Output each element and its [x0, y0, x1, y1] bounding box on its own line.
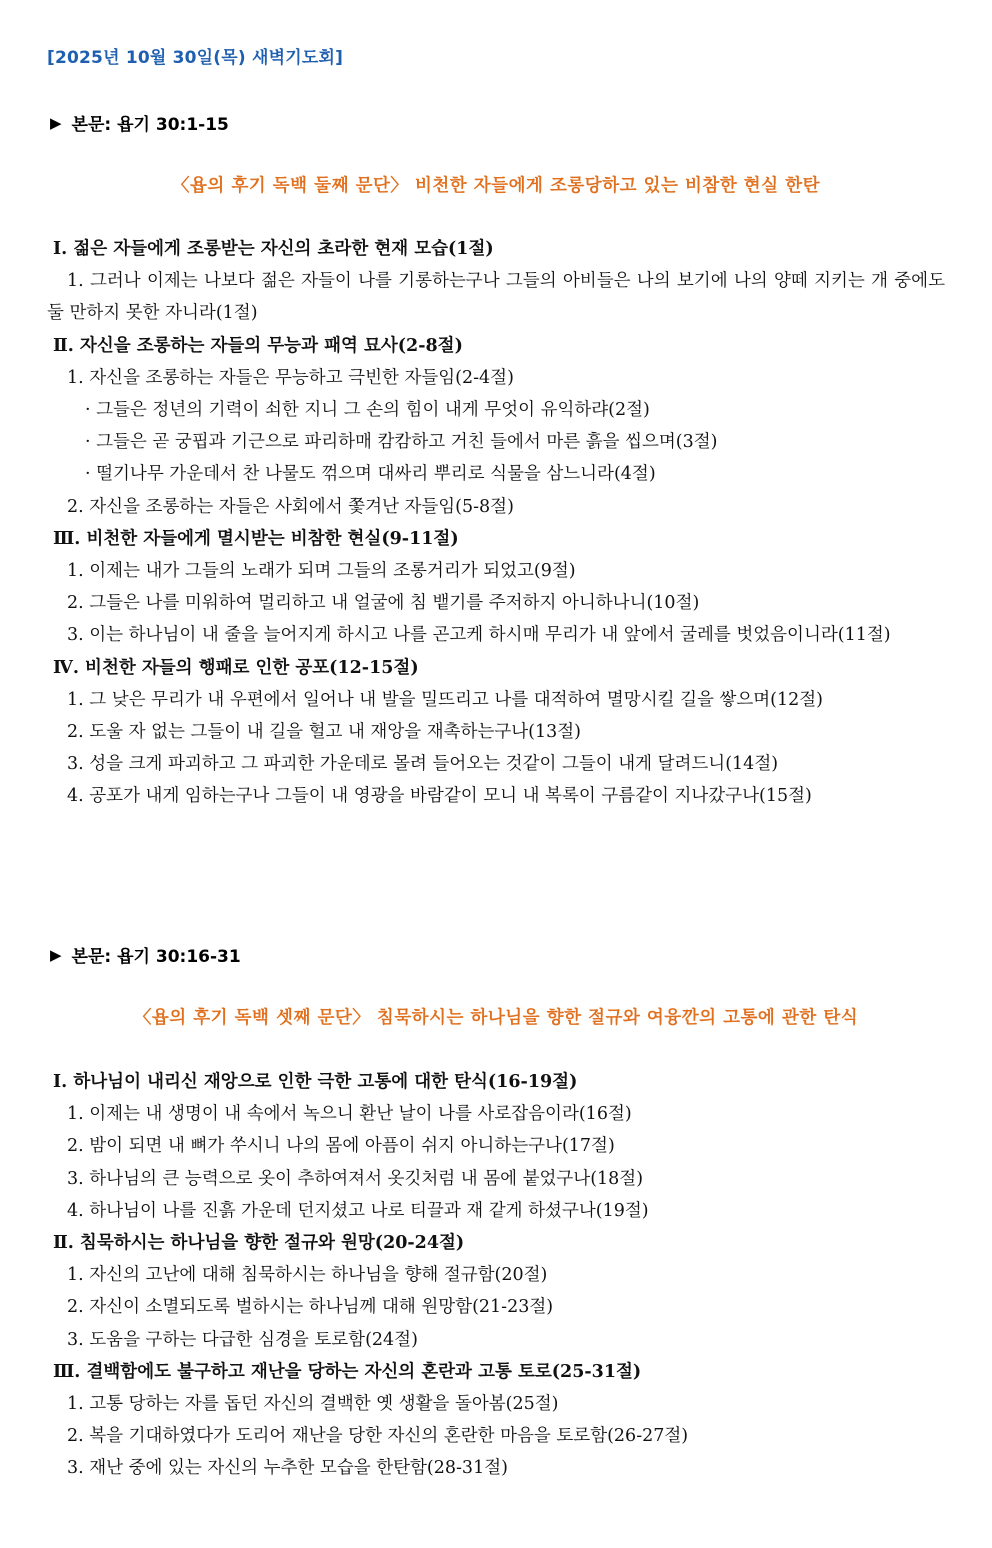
outline-heading: Ⅲ. 비천한 자들에게 멸시받는 비참한 현실(9-11절)	[53, 528, 459, 549]
outline-item: 1. 자신의 고난에 대해 침묵하시는 하나님을 향해 절규함(20절)	[67, 1265, 548, 1286]
passage-label: 본문: 욥기 30:1-15	[71, 115, 229, 135]
passage-heading-2	[50, 942, 241, 967]
outline-item: 3. 하나님의 큰 능력으로 옷이 추하여져서 옷깃처럼 내 몸에 붙었구나(18절)	[67, 1168, 644, 1189]
outline-item: 3. 성을 크게 파괴하고 그 파괴한 가운데로 몰려 들어오는 것같이 그들이 내게 달려드니(14절)	[67, 754, 779, 775]
outline-item: 3. 도움을 구하는 다급한 심경을 토로함(24절)	[67, 1329, 418, 1350]
outline-subitem: · 그들은 정년의 기력이 쇠한 지니 그 손의 힘이 내게 무엇이 유익하랴(2절)	[85, 400, 650, 421]
outline-heading: Ⅰ. 하나님이 내리신 재앙으로 인한 극한 고통에 대한 탄식(16-19절)	[53, 1072, 578, 1092]
outline-item: 2. 그들은 나를 미워하여 멀리하고 내 얼굴에 침 뱉기를 주저하지 아니하나니(10절)	[67, 593, 700, 614]
outline-item: 1. 이제는 내 생명이 내 속에서 녹으니 환난 날이 나를 사로잡음이라(16절)	[67, 1104, 632, 1125]
passage-label: 본문: 욥기 30:16-31	[71, 947, 241, 967]
outline-1	[47, 233, 945, 813]
outline-item: 1. 그러나 이제는 나보다 젊은 자들이 나를 기롱하는구나 그들의 아비들은 나의 보기에 나의 양떼 지키는 개 중에도 둘 만하지 못한 자니라(1절)	[47, 271, 945, 324]
outline-heading: Ⅱ. 침묵하시는 하나님을 향한 절규와 원망(20-24절)	[53, 1233, 465, 1254]
outline-heading: Ⅱ. 자신을 조롱하는 자들의 무능과 패역 묘사(2-8절)	[53, 335, 463, 356]
outline-item: 2. 자신을 조롱하는 자들은 사회에서 쫓겨난 자들임(5-8절)	[67, 496, 514, 517]
outline-item: 1. 이제는 내가 그들의 노래가 되며 그들의 조롱거리가 되었고(9절)	[67, 561, 576, 582]
outline-item: 2. 자신이 소멸되도록 벌하시는 하나님께 대해 원망함(21-23절)	[67, 1297, 554, 1318]
outline-subitem: · 떨기나무 가운데서 찬 나물도 꺾으며 대싸리 뿌리로 식물을 삼느니라(4절)	[85, 464, 656, 485]
passage-heading-1	[50, 110, 229, 135]
outline-heading: Ⅰ. 젊은 자들에게 조롱받는 자신의 초라한 현재 모습(1절)	[53, 239, 494, 259]
outline-item: 2. 밤이 되면 내 뼈가 쑤시니 나의 몸에 아픔이 쉬지 아니하는구나(17절)	[67, 1136, 615, 1157]
outline-item: 1. 자신을 조롱하는 자들은 무능하고 극빈한 자들임(2-4절)	[67, 367, 514, 388]
outline-item: 2. 도울 자 없는 그들이 내 길을 헐고 내 재앙을 재촉하는구나(13절)	[67, 722, 581, 743]
outline-2	[47, 1066, 945, 1485]
outline-item: 1. 그 낮은 무리가 내 우편에서 일어나 내 발을 밀뜨리고 나를 대적하여 멸망시킬 길을 쌓으며(12절)	[67, 689, 823, 710]
section-subtitle-2: 〈욥의 후기 독백 셋째 문단〉 침묵하시는 하나님을 향한 절규와 여융깐의 고통에 관한 탄식	[133, 1008, 859, 1028]
outline-subitem: · 그들은 곧 궁핍과 기근으로 파리하매 캄캄하고 거친 들에서 마른 흙을 씹으며(3절)	[85, 432, 718, 453]
triangle-right-icon: ▶	[50, 113, 62, 132]
document-title: [2025년 10월 30일(목) 새벽기도회]	[47, 48, 344, 68]
outline-heading: Ⅳ. 비천한 자들의 행패로 인한 공포(12-15절)	[53, 657, 419, 678]
triangle-right-icon: ▶	[50, 945, 62, 964]
outline-item: 3. 재난 중에 있는 자신의 누추한 모습을 한탄함(28-31절)	[67, 1458, 508, 1479]
outline-heading: Ⅲ. 결백함에도 불구하고 재난을 당하는 자신의 혼란과 고통 토로(25-31절)	[53, 1361, 642, 1382]
outline-item: 2. 복을 기대하였다가 도리어 재난을 당한 자신의 혼란한 마음을 토로함(26-27절)	[67, 1426, 689, 1447]
outline-item: 4. 하나님이 나를 진흙 가운데 던지셨고 나로 티끌과 재 같게 하셨구나(19절)	[67, 1200, 649, 1221]
outline-item: 3. 이는 하나님이 내 줄을 늘어지게 하시고 나를 곤고케 하시매 무리가 내 앞에서 굴레를 벗었음이니라(11절)	[67, 625, 891, 646]
section-subtitle-1: 〈욥의 후기 독백 둘째 문단〉 비천한 자들에게 조롱당하고 있는 비참한 현실 한탄	[171, 176, 821, 196]
outline-item: 1. 고통 당하는 자를 돕던 자신의 결백한 옛 생활을 돌아봄(25절)	[67, 1394, 559, 1415]
outline-item: 4. 공포가 내게 임하는구나 그들이 내 영광을 바람같이 모니 내 복록이 구름같이 지나갔구나(15절)	[67, 786, 812, 807]
